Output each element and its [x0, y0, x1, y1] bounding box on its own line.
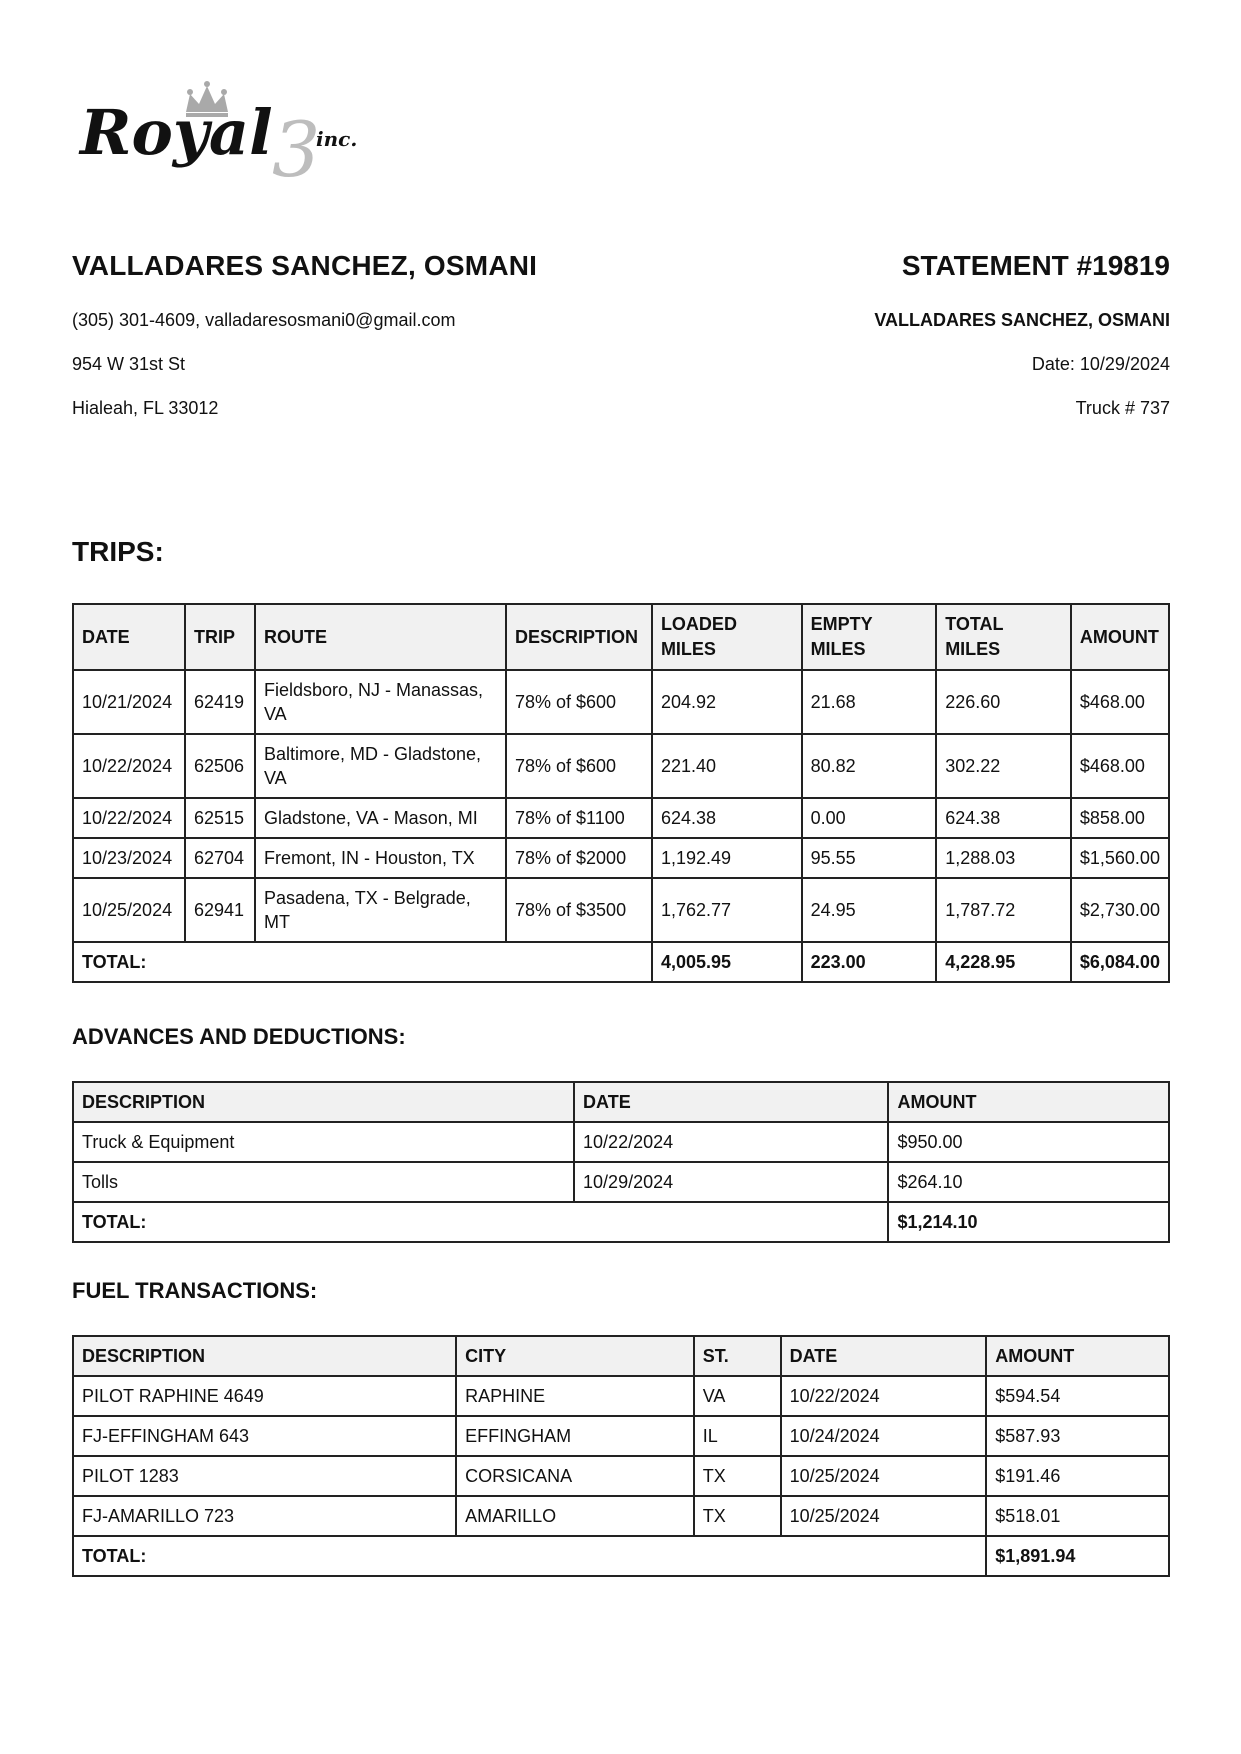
- trip-amount: $468.00: [1071, 670, 1169, 734]
- trip-number: 62506: [185, 734, 255, 798]
- column-header: AMOUNT: [1071, 604, 1169, 670]
- column-header: DATE: [574, 1082, 888, 1122]
- column-header: DATE: [73, 604, 185, 670]
- trip-description: 78% of $600: [506, 670, 652, 734]
- trips-title: TRIPS:: [72, 536, 164, 567]
- total-row: [73, 1536, 1169, 1576]
- trip-route: Fremont, IN - Houston, TX: [255, 838, 506, 878]
- trip-description: 78% of $1100: [506, 798, 652, 838]
- table-header-row: [73, 1336, 1169, 1376]
- column-header: AMOUNT: [986, 1336, 1169, 1376]
- svg-text:Royal: Royal: [80, 96, 273, 169]
- table-row: [73, 1496, 1169, 1536]
- column-header: AMOUNT: [888, 1082, 1169, 1122]
- total-miles: 624.38: [936, 798, 1071, 838]
- fuel-title: FUEL TRANSACTIONS:: [72, 1278, 318, 1303]
- column-header: CITY: [456, 1336, 694, 1376]
- column-header: EMPTY MILES: [802, 604, 937, 670]
- empty-miles: 21.68: [802, 670, 937, 734]
- trip-number: 62419: [185, 670, 255, 734]
- empty-miles: 24.95: [802, 878, 937, 942]
- table-row: [73, 1416, 1169, 1456]
- total-total-miles: 4,228.95: [936, 942, 1071, 982]
- trip-date: 10/25/2024: [73, 878, 185, 942]
- total-empty-miles: 223.00: [802, 942, 937, 982]
- statement-driver-name: VALLADARES SANCHEZ, OSMANI: [874, 310, 1170, 330]
- trips-table: [72, 603, 1170, 983]
- fuel-amount: $587.93: [986, 1416, 1169, 1456]
- fuel-date: 10/22/2024: [781, 1376, 987, 1416]
- total-amount: $1,214.10: [888, 1202, 1169, 1242]
- loaded-miles: 1,762.77: [652, 878, 802, 942]
- column-header: TRIP: [185, 604, 255, 670]
- total-label: TOTAL:: [73, 1202, 888, 1242]
- total-amount: $6,084.00: [1071, 942, 1169, 982]
- table-row: [73, 1122, 1169, 1162]
- table-row: [73, 734, 1169, 798]
- table-row: [73, 670, 1169, 734]
- total-miles: 226.60: [936, 670, 1071, 734]
- table-row: [73, 1162, 1169, 1202]
- trip-description: 78% of $2000: [506, 838, 652, 878]
- advances-table: [72, 1081, 1170, 1243]
- trip-number: 62515: [185, 798, 255, 838]
- column-header: ST.: [694, 1336, 781, 1376]
- driver-address-line2: Hialeah, FL 33012: [72, 398, 219, 418]
- total-loaded-miles: 4,005.95: [652, 942, 802, 982]
- fuel-date: 10/24/2024: [781, 1416, 987, 1456]
- column-header: ROUTE: [255, 604, 506, 670]
- empty-miles: 95.55: [802, 838, 937, 878]
- deduction-date: 10/22/2024: [574, 1122, 888, 1162]
- trip-description: 78% of $600: [506, 734, 652, 798]
- fuel-amount: $594.54: [986, 1376, 1169, 1416]
- loaded-miles: 624.38: [652, 798, 802, 838]
- trip-amount: $2,730.00: [1071, 878, 1169, 942]
- fuel-state: TX: [694, 1456, 781, 1496]
- trip-amount: $858.00: [1071, 798, 1169, 838]
- statement-date: Date: 10/29/2024: [1031, 354, 1170, 374]
- deduction-description: Tolls: [73, 1162, 574, 1202]
- trip-date: 10/21/2024: [73, 670, 185, 734]
- trip-date: 10/22/2024: [73, 798, 185, 838]
- column-header: DESCRIPTION: [73, 1082, 574, 1122]
- trip-date: 10/22/2024: [73, 734, 185, 798]
- total-row: [73, 942, 1169, 982]
- total-miles: 302.22: [936, 734, 1071, 798]
- column-header: LOADED MILES: [652, 604, 802, 670]
- fuel-description: FJ-EFFINGHAM 643: [73, 1416, 456, 1456]
- svg-text:inc.: inc.: [316, 127, 358, 151]
- advances-title: ADVANCES AND DEDUCTIONS:: [72, 1024, 406, 1049]
- trip-number: 62704: [185, 838, 255, 878]
- fuel-state: TX: [694, 1496, 781, 1536]
- trip-description: 78% of $3500: [506, 878, 652, 942]
- truck-number: Truck # 737: [1075, 398, 1170, 418]
- fuel-date: 10/25/2024: [781, 1496, 987, 1536]
- total-amount: $1,891.94: [986, 1536, 1169, 1576]
- trip-route: Gladstone, VA - Mason, MI: [255, 798, 506, 838]
- fuel-city: EFFINGHAM: [456, 1416, 694, 1456]
- total-label: TOTAL:: [73, 1536, 986, 1576]
- column-header: DATE: [781, 1336, 987, 1376]
- total-row: [73, 1202, 1169, 1242]
- fuel-description: PILOT RAPHINE 4649: [73, 1376, 456, 1416]
- fuel-city: AMARILLO: [456, 1496, 694, 1536]
- deduction-amount: $950.00: [888, 1122, 1169, 1162]
- fuel-state: IL: [694, 1416, 781, 1456]
- company-logo: [76, 78, 386, 190]
- fuel-amount: $191.46: [986, 1456, 1169, 1496]
- column-header: DESCRIPTION: [73, 1336, 456, 1376]
- total-miles: 1,288.03: [936, 838, 1071, 878]
- loaded-miles: 221.40: [652, 734, 802, 798]
- loaded-miles: 1,192.49: [652, 838, 802, 878]
- column-header: DESCRIPTION: [506, 604, 652, 670]
- trip-amount: $468.00: [1071, 734, 1169, 798]
- table-row: [73, 1376, 1169, 1416]
- table-header-row: [73, 604, 1169, 670]
- deduction-date: 10/29/2024: [574, 1162, 888, 1202]
- driver-address-line1: 954 W 31st St: [72, 354, 186, 374]
- fuel-city: RAPHINE: [456, 1376, 694, 1416]
- svg-text:3: 3: [272, 105, 321, 190]
- fuel-city: CORSICANA: [456, 1456, 694, 1496]
- trip-date: 10/23/2024: [73, 838, 185, 878]
- driver-contact: (305) 301-4609, valladaresosmani0@gmail.com: [72, 310, 456, 330]
- statement-title: STATEMENT #19819: [901, 250, 1170, 281]
- fuel-date: 10/25/2024: [781, 1456, 987, 1496]
- trip-amount: $1,560.00: [1071, 838, 1169, 878]
- trip-number: 62941: [185, 878, 255, 942]
- table-header-row: [73, 1082, 1169, 1122]
- empty-miles: 0.00: [802, 798, 937, 838]
- trip-route: Fieldsboro, NJ - Manassas, VA: [255, 670, 506, 734]
- fuel-table: [72, 1335, 1170, 1577]
- table-row: [73, 1456, 1169, 1496]
- driver-name: VALLADARES SANCHEZ, OSMANI: [72, 250, 538, 281]
- fuel-description: PILOT 1283: [73, 1456, 456, 1496]
- loaded-miles: 204.92: [652, 670, 802, 734]
- table-row: [73, 838, 1169, 878]
- total-label: TOTAL:: [73, 942, 652, 982]
- fuel-state: VA: [694, 1376, 781, 1416]
- deduction-amount: $264.10: [888, 1162, 1169, 1202]
- trip-route: Baltimore, MD - Gladstone, VA: [255, 734, 506, 798]
- trip-route: Pasadena, TX - Belgrade, MT: [255, 878, 506, 942]
- table-row: [73, 878, 1169, 942]
- fuel-amount: $518.01: [986, 1496, 1169, 1536]
- total-miles: 1,787.72: [936, 878, 1071, 942]
- fuel-description: FJ-AMARILLO 723: [73, 1496, 456, 1536]
- table-row: [73, 798, 1169, 838]
- column-header: TOTAL MILES: [936, 604, 1071, 670]
- empty-miles: 80.82: [802, 734, 937, 798]
- deduction-description: Truck & Equipment: [73, 1122, 574, 1162]
